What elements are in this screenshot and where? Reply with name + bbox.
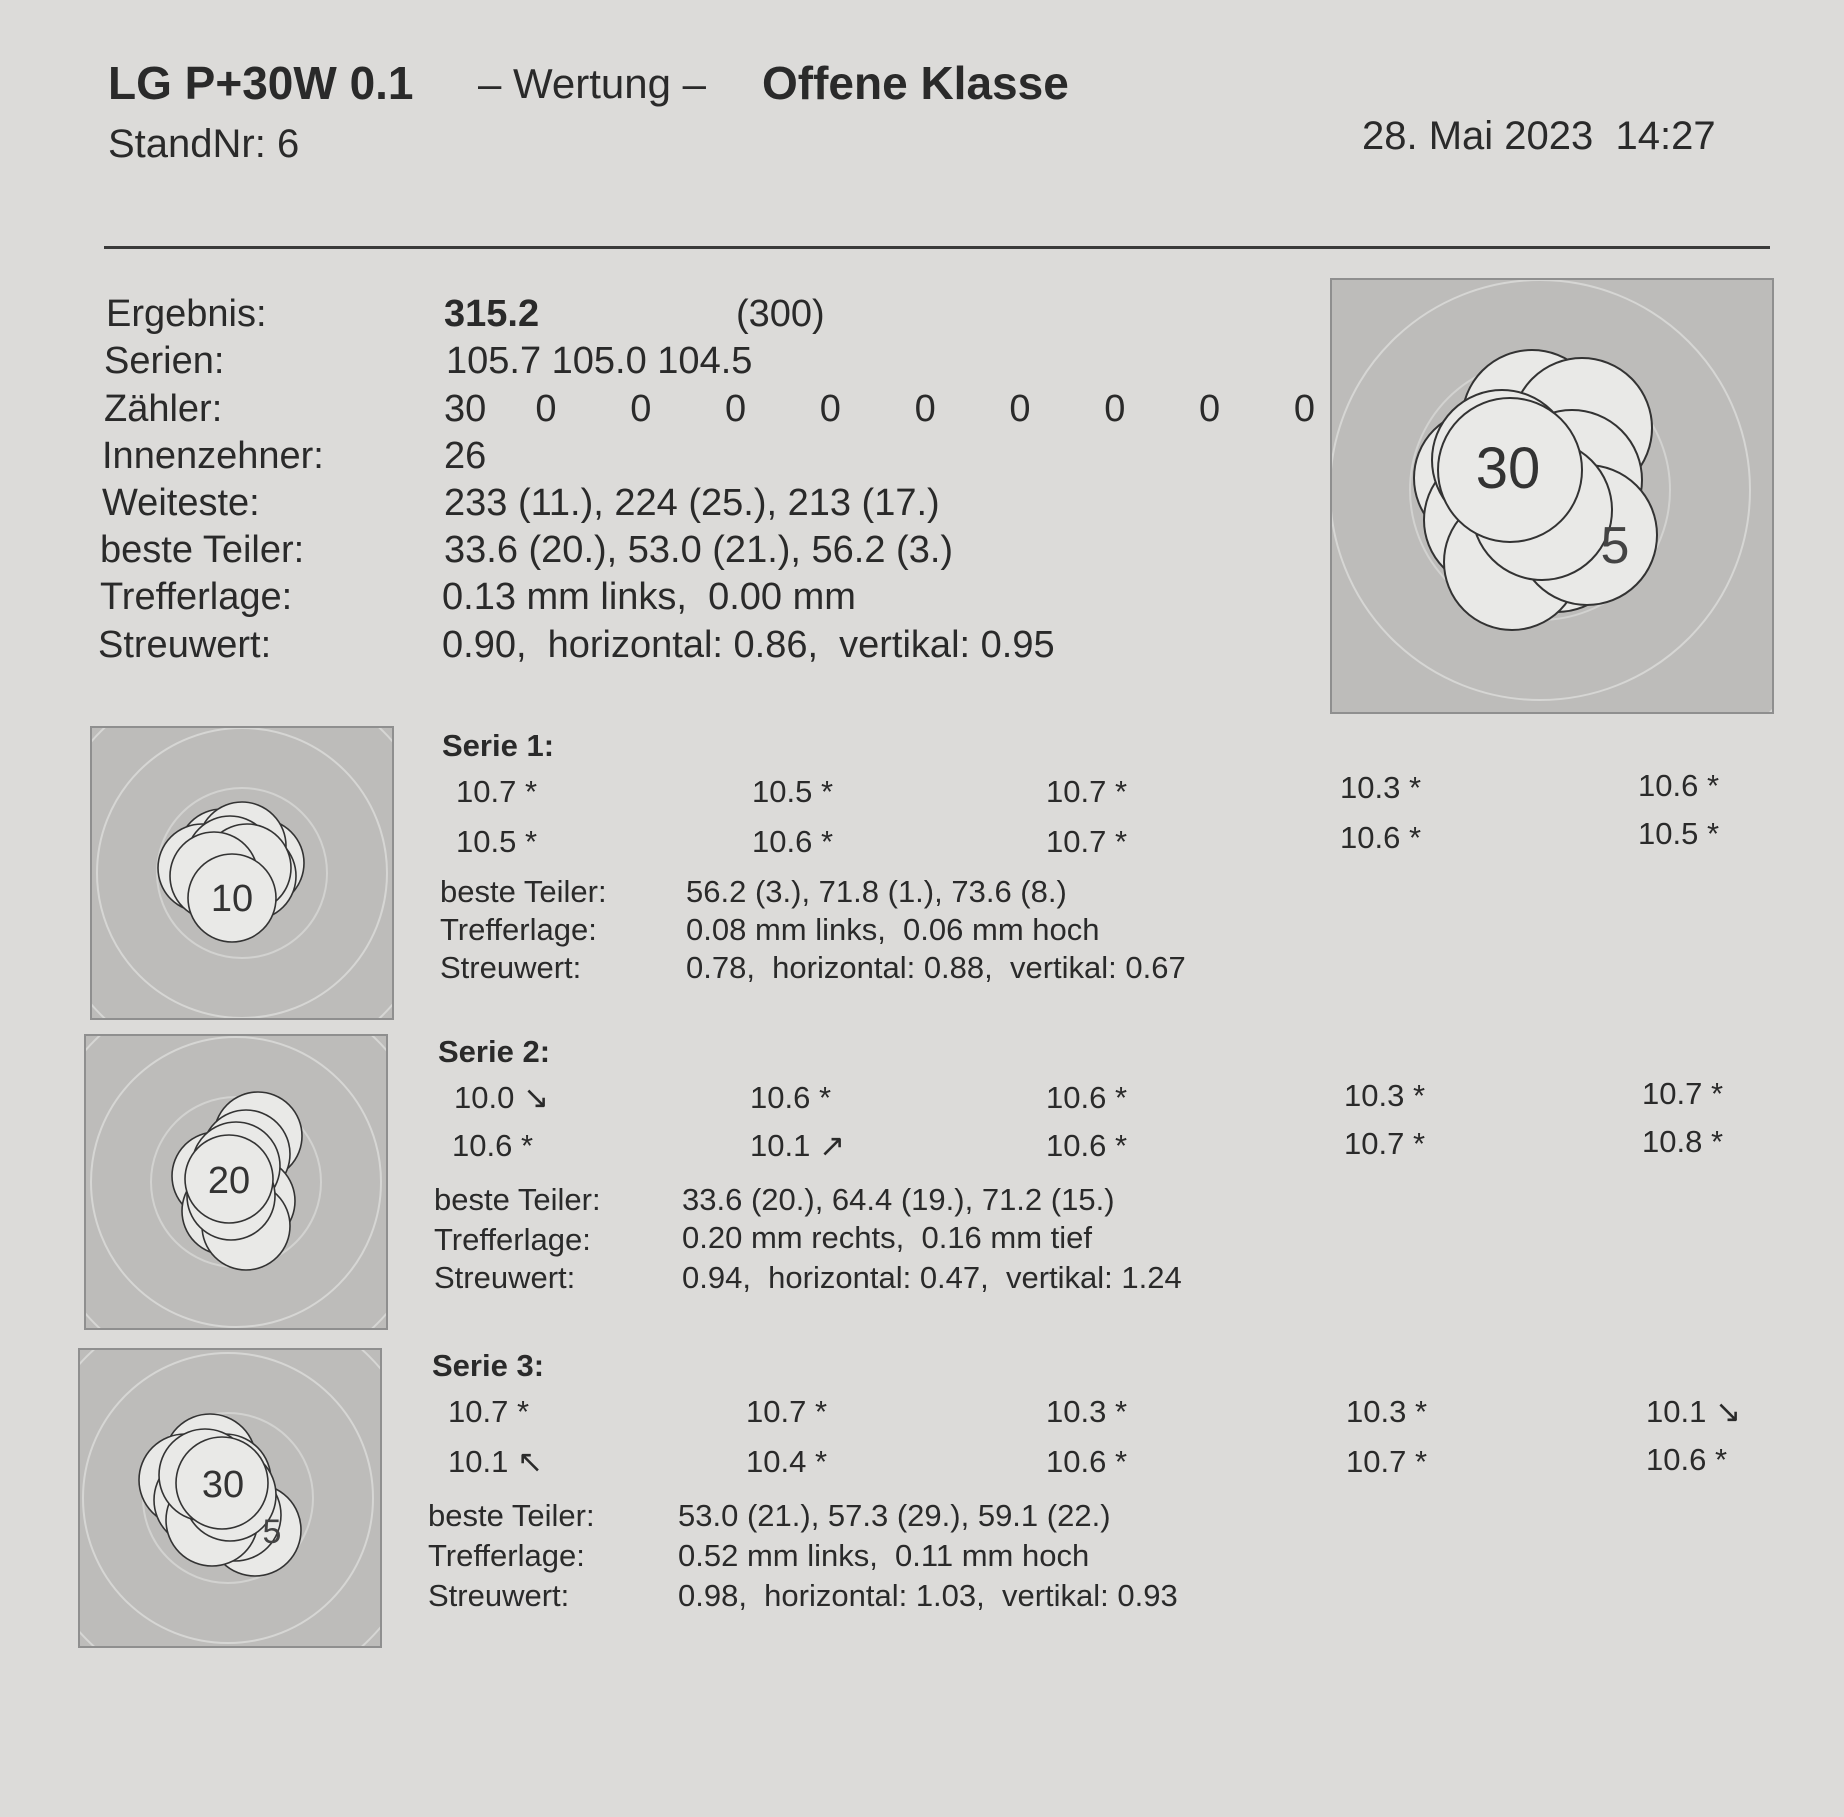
- serie3-shot-6: 10.1 ↖: [448, 1444, 543, 1479]
- serie1-shot-8: 10.7 *: [1046, 824, 1128, 859]
- serie1-target-image: [90, 726, 394, 1020]
- serie3-shot-1: 10.7 *: [448, 1394, 530, 1429]
- serie3-value-streuwert: 0.98, horizontal: 1.03, vertikal: 0.93: [678, 1578, 1178, 1613]
- summary-target-label: 30: [1475, 436, 1541, 501]
- date: 28. Mai 2023: [1362, 114, 1594, 158]
- summary-label-serien: Serien:: [104, 340, 225, 382]
- summary-value-trefferlage: 0.13 mm links, 0.00 mm: [442, 576, 856, 618]
- serie2-target-label: 20: [207, 1160, 251, 1202]
- class-title: Offene Klasse: [762, 57, 1069, 109]
- serie3-shot-2: 10.7 *: [746, 1394, 828, 1429]
- serie1-shot-3: 10.7 *: [1046, 774, 1128, 809]
- summary-value-serien: 105.7 105.0 104.5: [446, 340, 753, 382]
- serie2-shot-9: 10.7 *: [1344, 1126, 1426, 1161]
- serie2-value-streuwert: 0.94, horizontal: 0.47, vertikal: 1.24: [682, 1260, 1182, 1295]
- serie3-shot-4: 10.3 *: [1346, 1394, 1428, 1429]
- serie2-target-image: [84, 1034, 388, 1330]
- summary-value-streuwert: 0.90, horizontal: 0.86, vertikal: 0.95: [442, 624, 1055, 666]
- discipline-title: LG P+30W 0.1: [108, 57, 414, 109]
- serie1-label-beste-teiler: beste Teiler:: [440, 874, 607, 909]
- summary-target-image: [1330, 278, 1774, 714]
- serie1-value-trefferlage: 0.08 mm links, 0.06 mm hoch: [686, 912, 1100, 947]
- serie3-shot-7: 10.4 *: [746, 1444, 828, 1479]
- serie1-shot-6: 10.5 *: [456, 824, 538, 859]
- summary-label-trefferlage: Trefferlage:: [100, 576, 293, 618]
- serie3-shot-8: 10.6 *: [1046, 1444, 1128, 1479]
- serie3-shot-3: 10.3 *: [1046, 1394, 1128, 1429]
- serie3-shot-5: 10.1 ↘: [1646, 1394, 1741, 1429]
- serie2-label-streuwert: Streuwert:: [434, 1260, 576, 1295]
- serie3-target-image: [78, 1348, 382, 1648]
- header-divider: [104, 246, 1770, 249]
- serie3-value-beste-teiler: 53.0 (21.), 57.3 (29.), 59.1 (22.): [678, 1498, 1111, 1533]
- serie2-shot-2: 10.6 *: [750, 1080, 832, 1115]
- serie2-shot-6: 10.6 *: [452, 1128, 534, 1163]
- serie2-shot-7: 10.1 ↗: [750, 1128, 845, 1163]
- serie3-shot-10: 10.6 *: [1646, 1442, 1728, 1477]
- serie1-shot-10: 10.5 *: [1638, 816, 1720, 851]
- summary-value-beste-teiler: 33.6 (20.), 53.0 (21.), 56.2 (3.): [444, 529, 954, 571]
- summary-label-ergebnis: Ergebnis:: [106, 293, 267, 335]
- serie1-title: Serie 1:: [442, 728, 555, 763]
- summary-label-zaehler: Zähler:: [104, 388, 223, 430]
- summary-target-partial: 5: [1600, 517, 1630, 575]
- serie3-target-label: 30: [201, 1464, 245, 1506]
- serie1-target-label: 10: [210, 878, 254, 920]
- summary-label-beste-teiler: beste Teiler:: [100, 529, 305, 571]
- summary-value-innenzehner: 26: [444, 435, 487, 477]
- summary-value-zaehler: 30 0 0 0 0 0 0 0 0 0: [444, 388, 1315, 430]
- serie1-value-beste-teiler: 56.2 (3.), 71.8 (1.), 73.6 (8.): [686, 874, 1067, 909]
- summary-value-weiteste: 233 (11.), 224 (25.), 213 (17.): [444, 482, 940, 524]
- serie1-shot-9: 10.6 *: [1340, 820, 1422, 855]
- summary-label-streuwert: Streuwert:: [98, 624, 272, 666]
- serie1-shot-1: 10.7 *: [456, 774, 538, 809]
- serie2-shot-10: 10.8 *: [1642, 1124, 1724, 1159]
- serie3-label-beste-teiler: beste Teiler:: [428, 1498, 595, 1533]
- summary-label-weiteste: Weiteste:: [102, 482, 260, 524]
- serie1-value-streuwert: 0.78, horizontal: 0.88, vertikal: 0.67: [686, 950, 1186, 985]
- serie1-label-streuwert: Streuwert:: [440, 950, 582, 985]
- serie1-shot-5: 10.6 *: [1638, 768, 1720, 803]
- serie2-value-beste-teiler: 33.6 (20.), 64.4 (19.), 71.2 (15.): [682, 1182, 1115, 1217]
- serie3-title: Serie 3:: [432, 1348, 545, 1383]
- stand-number: StandNr: 6: [108, 122, 300, 166]
- summary-label-innenzehner: Innenzehner:: [102, 435, 324, 477]
- serie2-shot-3: 10.6 *: [1046, 1080, 1128, 1115]
- serie3-label-streuwert: Streuwert:: [428, 1578, 570, 1613]
- summary-extra-ergebnis: (300): [736, 293, 825, 335]
- summary-value-ergebnis: 315.2: [444, 293, 540, 335]
- serie3-value-trefferlage: 0.52 mm links, 0.11 mm hoch: [678, 1538, 1090, 1573]
- serie2-label-beste-teiler: beste Teiler:: [434, 1182, 601, 1217]
- serie2-shot-4: 10.3 *: [1344, 1078, 1426, 1113]
- serie2-shot-5: 10.7 *: [1642, 1076, 1724, 1111]
- time: 14:27: [1615, 114, 1716, 158]
- title-separator: – Wertung –: [478, 60, 707, 107]
- serie1-shot-7: 10.6 *: [752, 824, 834, 859]
- serie1-shot-2: 10.5 *: [752, 774, 834, 809]
- serie2-shot-1: 10.0 ↘: [454, 1080, 549, 1115]
- serie3-target-partial: 5: [262, 1513, 282, 1551]
- serie2-shot-8: 10.6 *: [1046, 1128, 1128, 1163]
- serie3-shot-9: 10.7 *: [1346, 1444, 1428, 1479]
- serie3-label-trefferlage: Trefferlage:: [428, 1538, 585, 1573]
- serie2-title: Serie 2:: [438, 1034, 551, 1069]
- date-time: [1362, 114, 1716, 159]
- serie2-value-trefferlage: 0.20 mm rechts, 0.16 mm tief: [682, 1220, 1093, 1255]
- serie1-label-trefferlage: Trefferlage:: [440, 912, 597, 947]
- serie2-label-trefferlage: Trefferlage:: [434, 1222, 591, 1257]
- serie1-shot-4: 10.3 *: [1340, 770, 1422, 805]
